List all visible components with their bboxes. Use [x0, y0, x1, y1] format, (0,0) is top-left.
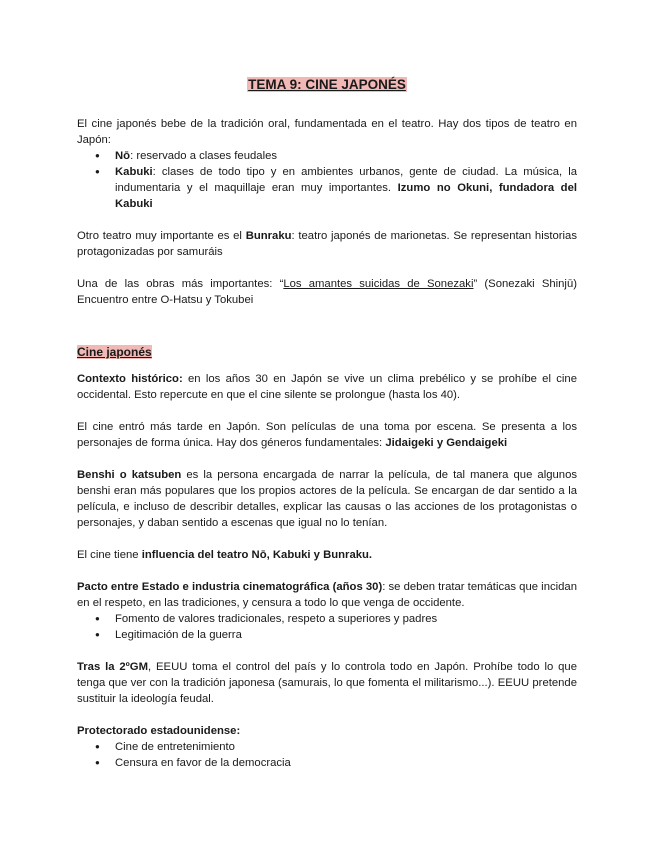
intro-paragraph: El cine japonés bebe de la tradición oral, fundamentada en el teatro. Hay dos tipos de teatro en Japón:	[77, 118, 577, 146]
obras-paragraph: Una de las obras más importantes: “Los amantes suicidas de Sonezaki” (Sonezaki Shinjū) Encuentro entre O-Hatsu y Tokubei	[77, 278, 577, 306]
protectorado-list	[77, 739, 577, 771]
document-page	[77, 76, 577, 771]
cine-entro-paragraph: El cine entró más tarde en Japón. Son películas de una toma por escena. Se presenta a los personajes de forma única. Hay dos géneros fundamentales: Jidaigeki y Gendaigeki	[77, 421, 577, 449]
benshi-paragraph: Benshi o katsuben es la persona encargada de narrar la película, de tal manera que algunos benshi eran más populares que los propios actores de la película. Se encargan de dar sentido a la película, e incluso de describir detalles, explicar las causas o las acciones de los protagonistas o personajes, y daban sentido a escenas que igual no lo tenían.	[77, 469, 578, 529]
influencia-paragraph: El cine tiene influencia del teatro Nō, Kabuki y Bunraku.	[77, 549, 373, 561]
list-item: ● Legitimación de la guerra	[115, 627, 577, 643]
page-title: TEMA 9: CINE JAPONÉS	[248, 77, 406, 92]
list-item: ● Censura en favor de la democracia	[115, 755, 577, 771]
list-item-kabuki: ● Kabuki: clases de todo tipo y en ambientes urbanos, gente de ciudad. La música, la indumentaria y el maquillaje eran muy importantes. Izumo no Okuni, fundadora del Kabuki	[115, 164, 577, 212]
sonezaki-link[interactable]: Los amantes suicidas de Sonezaki	[283, 278, 474, 290]
list-item-no: ● Nō: reservado a clases feudales	[115, 148, 577, 164]
pacto-paragraph: Pacto entre Estado e industria cinematográfica (años 30): se deben tratar temáticas que incidan en el respeto, en las tradiciones, y censura a todo lo que venga de occidente.	[77, 581, 577, 609]
section-heading: Cine japonés	[77, 345, 152, 359]
contexto-paragraph: Contexto histórico: en los años 30 en Japón se vive un clima prebélico y se prohíbe el cine occidental. Esto repercute en que el cine silente se prolongue (hasta los 40).	[77, 373, 577, 401]
bunraku-paragraph: Otro teatro muy importante es el Bunraku: teatro japonés de marionetas. Se representan historias protagonizadas por samuráis	[77, 230, 577, 258]
theater-types-list	[77, 148, 577, 212]
pacto-list	[77, 611, 577, 643]
list-item: ● Cine de entretenimiento	[115, 739, 577, 755]
tras-paragraph: Tras la 2ºGM, EEUU toma el control del país y lo controla todo en Japón. Prohíbe todo lo que tenga que ver con la tradición japonesa (samurais, lo que fomenta el militarismo...). EEUU pretende sustituir la ideología feudal.	[77, 661, 577, 705]
list-item: ● Fomento de valores tradicionales, respeto a superiores y padres	[115, 611, 577, 627]
protectorado-heading: Protectorado estadounidense:	[77, 725, 241, 737]
